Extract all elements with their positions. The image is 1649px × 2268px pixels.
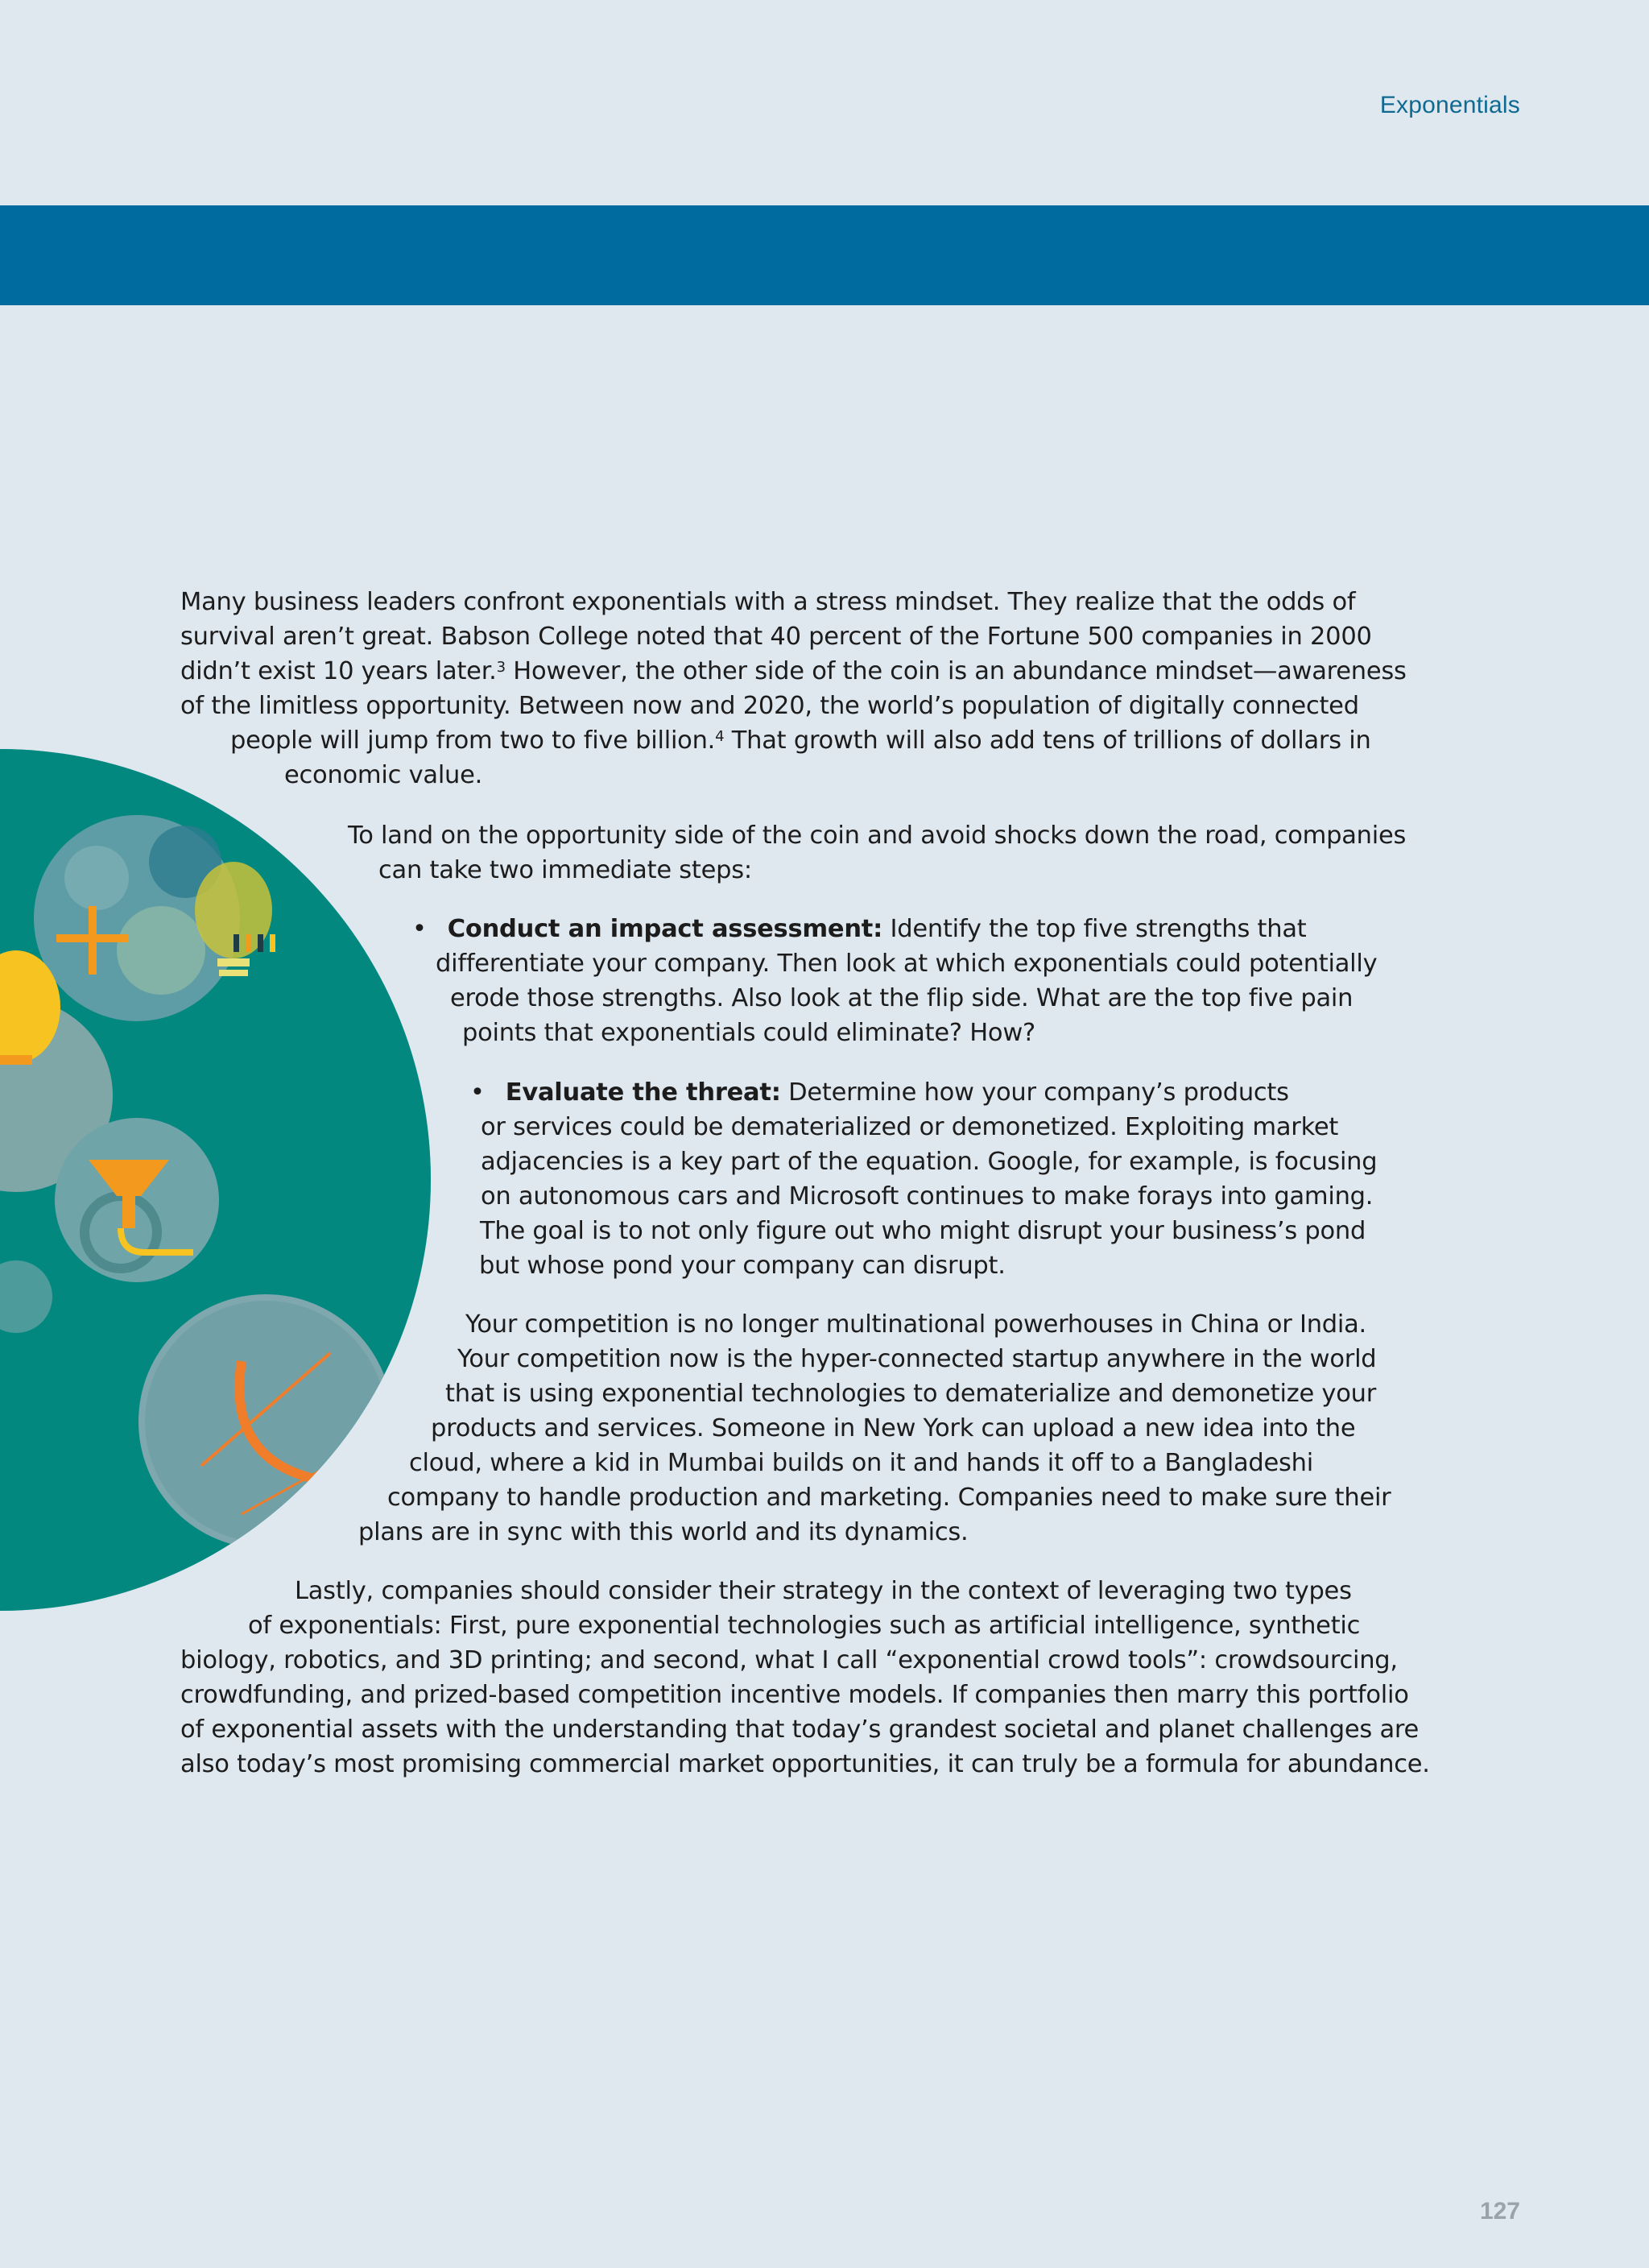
text-line: people will jump from two to five billion.$^4$ That growth will also add tens of trillions of dollars in xyxy=(230,726,1371,755)
text-line: Your competition is no longer multinational powerhouses in China or India. xyxy=(465,1310,1366,1339)
footnote-ref: 3 xyxy=(496,659,506,676)
text-line: points that exponentials could eliminate? How? xyxy=(462,1019,1035,1047)
text-line: To land on the opportunity side of the coin and avoid shocks down the road, companies xyxy=(348,822,1407,850)
text-line: of the limitless opportunity. Between now and 2020, the world’s population of digitally connected xyxy=(180,692,1359,720)
header-band xyxy=(0,205,1649,305)
text-line: didn’t exist 10 years later.$^3$ However, the other side of the coin is an abundance mindset—awareness xyxy=(180,657,1407,685)
text-line: of exponential assets with the understanding that today’s grandest societal and planet challenges are xyxy=(180,1715,1420,1744)
page-number: 127 xyxy=(1479,2198,1520,2225)
bullet-marker: • xyxy=(470,1078,485,1107)
section-title: Exponentials xyxy=(1379,92,1520,118)
text-line: economic value. xyxy=(284,761,483,789)
text-line: survival aren’t great. Babson College noted that 40 percent of the Fortune 500 companies in 2000 xyxy=(180,623,1372,651)
text-line: The goal is to not only figure out who might disrupt your business’s pond xyxy=(480,1217,1366,1245)
bullet-lead: Evaluate the threat: xyxy=(505,1078,781,1107)
bullet-item: • Evaluate the threat: Determine how your company’s products xyxy=(470,1078,1289,1107)
text-line: or services could be dematerialized or demonetized. Exploiting market xyxy=(481,1113,1339,1141)
footnote-ref: 4 xyxy=(715,728,725,745)
text-line: cloud, where a kid in Mumbai builds on it and hands it off to a Bangladeshi xyxy=(409,1449,1313,1477)
binary-code-icon xyxy=(138,1294,393,1549)
text-line: of exponentials: First, pure exponential technologies such as artificial intelligence, synthetic xyxy=(248,1612,1361,1640)
text-line: plans are in sync with this world and its dynamics. xyxy=(358,1518,969,1546)
text-line: on autonomous cars and Microsoft continues to make forays into gaming. xyxy=(481,1182,1374,1211)
text-line: that is using exponential technologies to dematerialize and demonetize your xyxy=(445,1380,1377,1408)
bullet-item: • Conduct an impact assessment: Identify the top five strengths that xyxy=(412,915,1307,943)
text-line: products and services. Someone in New York can upload a new idea into the xyxy=(431,1414,1356,1442)
bullet-marker: • xyxy=(412,915,427,943)
text-line: but whose pond your company can disrupt. xyxy=(479,1252,1006,1280)
text-line: Your competition now is the hyper-connected startup anywhere in the world xyxy=(457,1345,1377,1373)
text-line: differentiate your company. Then look at which exponentials could potentially xyxy=(436,950,1378,978)
text-line: adjacencies is a key part of the equation. Google, for example, is focusing xyxy=(481,1148,1378,1176)
exponentials-illustration xyxy=(0,741,435,1619)
text-line: Many business leaders confront exponentials with a stress mindset. They realize that the odds of xyxy=(180,588,1356,616)
bullet-lead: Conduct an impact assessment: xyxy=(447,915,883,943)
text-line: crowdfunding, and prized-based competition incentive models. If companies then marry this portfolio xyxy=(180,1681,1409,1709)
funnel-icon xyxy=(55,1118,219,1282)
text-line: Lastly, companies should consider their strategy in the context of leveraging two types xyxy=(295,1577,1352,1605)
text-line: company to handle production and marketing. Companies need to make sure their xyxy=(387,1484,1391,1512)
text-line: biology, robotics, and 3D printing; and second, what I call “exponential crowd tools”: crowdsourcing, xyxy=(180,1646,1398,1674)
text-line: also today’s most promising commercial market opportunities, it can truly be a formula for abundance. xyxy=(180,1750,1430,1778)
text-line: erode those strengths. Also look at the flip side. What are the top five pain xyxy=(450,984,1354,1012)
text-line: can take two immediate steps: xyxy=(378,856,752,884)
